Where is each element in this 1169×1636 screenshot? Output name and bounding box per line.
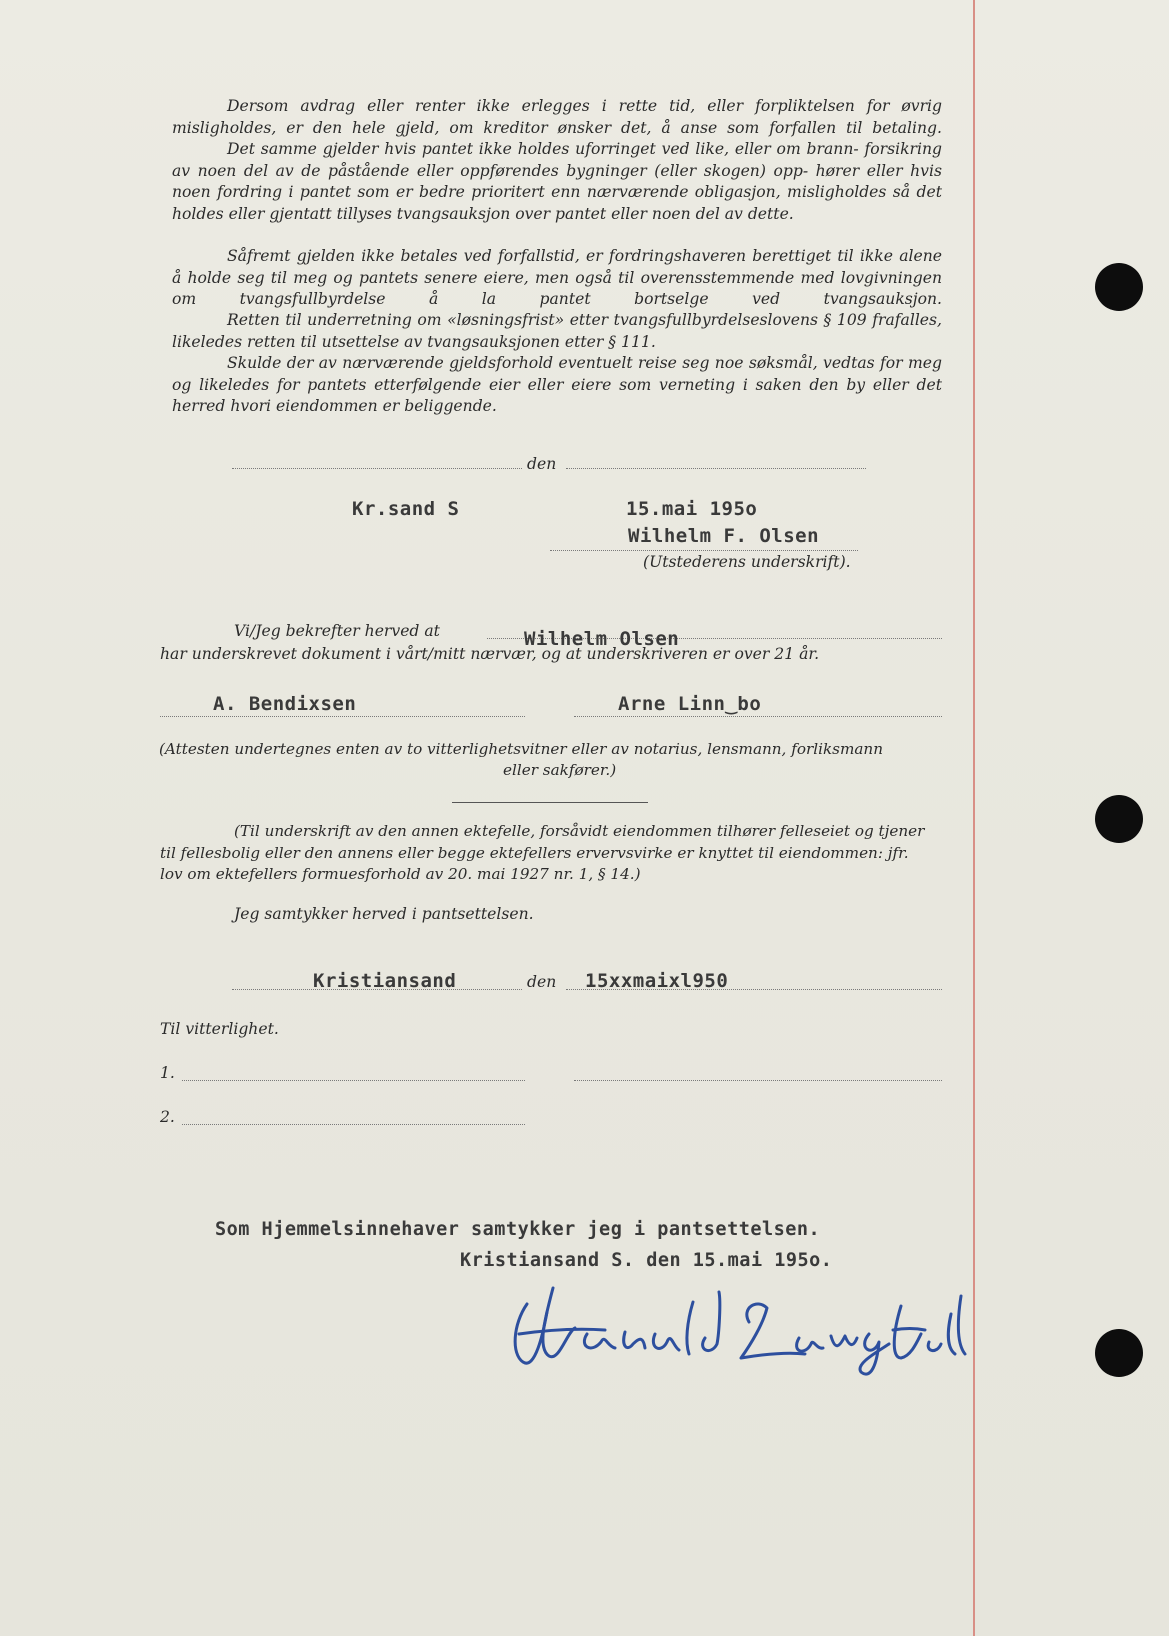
- holder-consent: Som Hjemmelsinnehaver samtykker jeg i pantsettelsen.: [215, 1219, 821, 1240]
- separator-rule: [452, 802, 648, 803]
- spouse-place: Kristiansand: [313, 970, 457, 992]
- spouse-witness-2-dotted-line: [182, 1124, 525, 1125]
- spouse-note-line-1: (Til underskrift av den annen ektefelle, forsåvidt eiendommen tilhører felleseiet og tjener: [234, 822, 925, 840]
- witness-2-name: Arne Linn‿bo: [618, 693, 762, 715]
- den-label: den: [527, 455, 557, 473]
- punch-hole: [1095, 1329, 1143, 1377]
- punch-hole: [1095, 795, 1143, 843]
- place-dotted-line: [232, 468, 522, 469]
- spouse-date-struck: 15xxmaixl950: [585, 970, 729, 992]
- holder-signature: [505, 1272, 975, 1382]
- witness-1-dotted-line: [160, 716, 525, 717]
- confirmed-signer: Wilhelm Olsen: [524, 628, 680, 650]
- terms-paragraph-2: Det samme gjelder hvis pantet ikke holdes uforringet ved like, eller om brann- forsikring av noen del av de påstående eller oppførendes bygninger (eller skogen) opp- hører eller hvis noen fordring i pantet som er bedre prioritert enn nærværende obligasjon, misligholdes så det holdes eller gjentatt tillyses tvangsauksjon over pantet eller noen del av dette.: [172, 140, 942, 223]
- issuer-caption: (Utstederens underskrift).: [643, 553, 851, 571]
- spouse-consent-text: Jeg samtykker herved i pantsettelsen.: [234, 905, 534, 923]
- spouse-note-line-2: til fellesbolig eller den annens eller begge ektefellers ervervsvirke er knyttet til eiendommen: jfr.: [160, 844, 909, 862]
- spouse-witness-1-dotted-line: [182, 1080, 525, 1081]
- vitterlighet-label: Til vitterlighet.: [160, 1020, 279, 1038]
- date-dotted-line: [566, 468, 866, 469]
- attest-note-line-2: eller sakfører.): [503, 761, 617, 779]
- terms-paragraph-3: Såfremt gjelden ikke betales ved forfallstid, er fordringshaveren berettiget til ikke alene å holde seg til meg og pantets senere eiere, men også til overensstemmende med lovgivningen om tvangsfullbyrdelse å la pantet bortselge ved tvangsauksjon.: [172, 247, 942, 308]
- punch-hole: [1095, 263, 1143, 311]
- terms-paragraph-5: Skulde der av nærværende gjeldsforhold eventuelt reise seg noe søksmål, vedtas for meg og likeledes for pantets etterfølgende eier eller eiere som verneting i saken den by eller det herred hvori eiendommen er beliggende.: [172, 354, 942, 415]
- confirm-text: Vi/Jeg bekrefter herved at: [234, 622, 440, 640]
- issue-date: 15.mai 195o: [626, 498, 758, 520]
- witness-statement: har underskrevet dokument i vårt/mitt nærvær, og at underskriveren er over 21 år.: [160, 645, 820, 663]
- witness-1-name: A. Bendixsen: [213, 693, 357, 715]
- margin-line: [973, 0, 975, 1636]
- issuer-name: Wilhelm F. Olsen: [628, 525, 820, 547]
- spouse-den-label: den: [527, 973, 557, 991]
- holder-place-date: Kristiansand S. den 15.mai 195o.: [460, 1250, 833, 1271]
- spouse-note-line-3: lov om ektefellers formuesforhold av 20. mai 1927 nr. 1, § 14.): [160, 865, 641, 883]
- issue-place: Kr.sand S: [352, 498, 460, 520]
- terms-paragraph-1: Dersom avdrag eller renter ikke erlegges i rette tid, eller forpliktelsen for øvrig misligholdes, er den hele gjeld, om kreditor ønsker det, å anse som forfallen til betaling.: [172, 97, 942, 137]
- witness-number-2: 2.: [160, 1108, 175, 1126]
- witness-number-1: 1.: [160, 1064, 175, 1082]
- attest-note-line-1: (Attesten undertegnes enten av to vitterlighetsvitner eller av notarius, lensmann, forliksmann: [159, 740, 883, 758]
- issuer-dotted-line: [550, 550, 858, 551]
- witness-2-dotted-line: [574, 716, 942, 717]
- spouse-witness-1b-dotted-line: [574, 1080, 942, 1081]
- terms-paragraph-4: Retten til underretning om «løsningsfrist» etter tvangsfullbyrdelseslovens § 109 frafalles, likeledes retten til utsettelse av tvangsauksjonen etter § 111.: [172, 311, 942, 351]
